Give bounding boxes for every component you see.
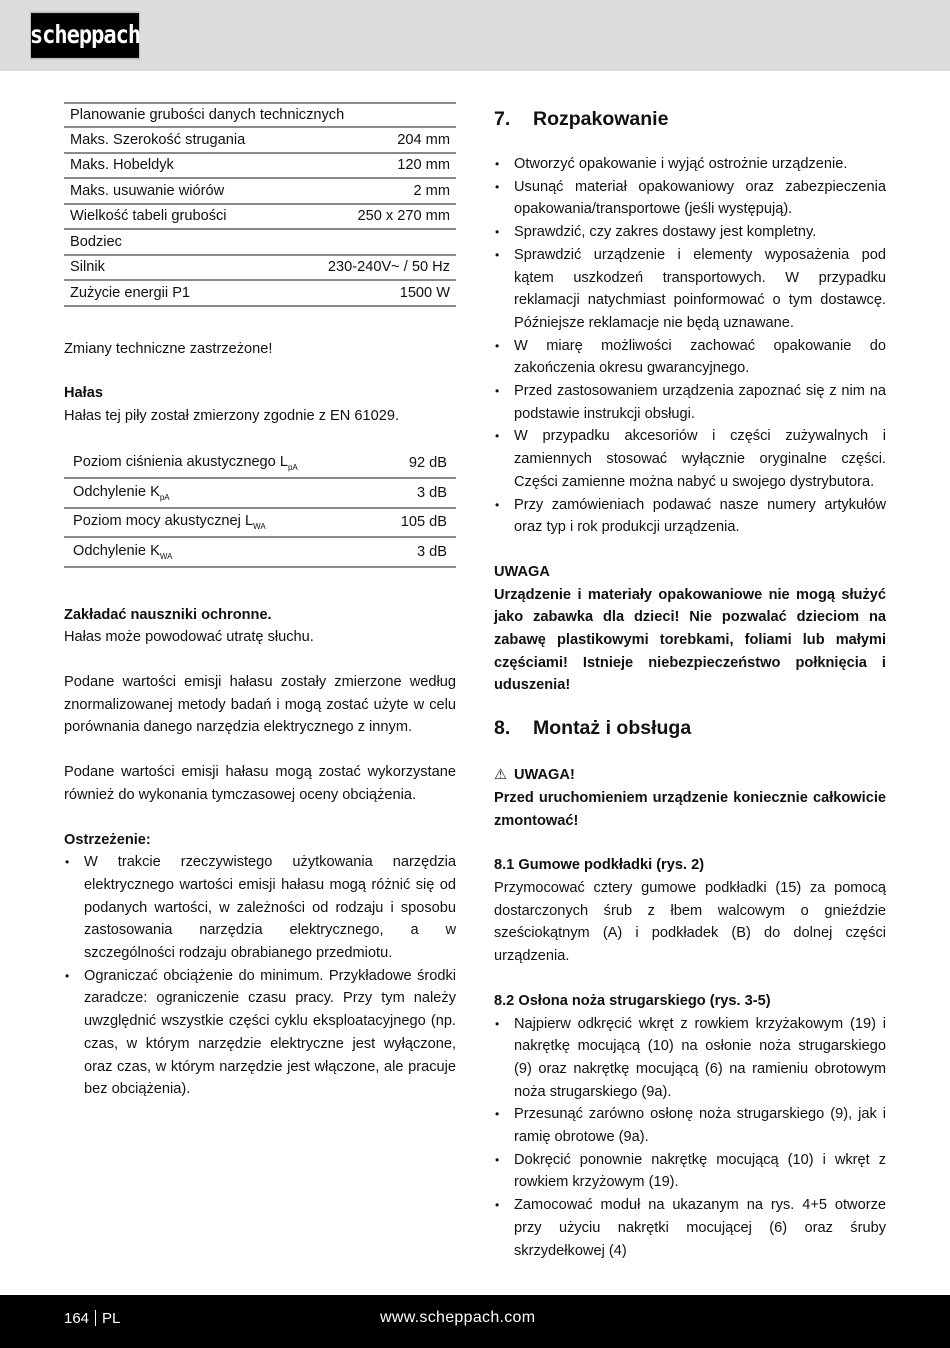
technical-data-table [64, 102, 456, 307]
noise-value: 92 dB [408, 455, 447, 472]
scheppach-logo: scheppach [30, 12, 140, 59]
spec-label: Maks. Hobeldyk [70, 157, 174, 174]
table-row [64, 281, 456, 307]
language-code: PL [102, 1310, 121, 1327]
website-link[interactable]: www.scheppach.com [380, 1309, 536, 1326]
list-item: • Zamocować moduł na ukazanym na rys. 4+5 otworze przy użyciu nakrętki mocującej (6) oraz śruby skrzydełkowej (4) [494, 1194, 886, 1262]
spec-label: Silnik [70, 259, 105, 276]
noise-label [73, 454, 298, 472]
table-row [64, 128, 456, 154]
assembly-warning-heading [494, 764, 886, 787]
separator [95, 1310, 96, 1326]
assembly-warning-text: Przed uruchomieniem urządzenie koniecznie całkowicie zmontować! [494, 789, 886, 829]
noise-table [64, 450, 456, 568]
noise-label [73, 543, 172, 561]
section-8-heading [494, 717, 886, 740]
list-item: • W trakcie rzeczywistego użytkowania narzędzia elektrycznego wartości emisji hałasu mogą różnić się od podanych wartości, w zależności od rodzaju i sposobu zastosowania narzędzia elektrycznego, a w szczególności rodzaju obrabianego przedmiotu. [64, 851, 456, 965]
list-item: • Usunąć materiał opakowaniowy oraz zabezpieczenia opakowania/transportowe (jeśli występują). [494, 176, 886, 221]
blade-guard-list [494, 1013, 886, 1263]
noise-label [73, 484, 170, 502]
section-7-heading [494, 108, 886, 131]
noise-heading: Hałas [64, 385, 103, 402]
list-item: • Sprawdzić, czy zakres dostawy jest kompletny. [494, 221, 886, 244]
list-item: • W przypadku akcesoriów i części zużywalnych i zamiennych stosować wyłącznie oryginalne części. Części zamienne można nabyć u swojego dystrybutora. [494, 425, 886, 493]
page-footer [0, 1295, 950, 1348]
emission-paragraph-1: Podane wartości emisji hałasu zostały zmierzone według znormalizowanej metody badań i mogą zostać użyte w celu porównania danego narzędzia elektrycznego z innym. [64, 674, 456, 736]
section-number: 8. [494, 717, 511, 740]
table-row [64, 479, 456, 509]
spec-label: Zużycie energii P1 [70, 284, 191, 301]
warning-heading: Ostrzeżenie: [64, 831, 151, 848]
subsection-8-2-heading: 8.2 Osłona noża strugarskiego (rys. 3-5) [494, 992, 771, 1009]
warning-list [64, 851, 456, 1101]
noise-value: 3 dB [416, 484, 447, 501]
noise-label-subscript: WA [253, 522, 266, 532]
table-title-row [64, 104, 456, 128]
table-row [64, 538, 456, 568]
spec-value: 1500 W [399, 284, 450, 301]
noise-label-subscript: pA [159, 492, 170, 502]
unpacking-list [494, 153, 886, 539]
page-number-language [64, 1310, 120, 1327]
list-item: • Dokręcić ponownie nakrętkę mocującą (10) i wkręt z rowkiem krzyżowym (19). [494, 1149, 886, 1194]
noise-label-text: Odchylenie K [73, 542, 160, 559]
list-item: • Przesunąć zarówno osłonę noża strugarskiego (9), jak i ramię obrotowe (9a). [494, 1103, 886, 1148]
noise-intro: Hałas tej piły został zmierzony zgodnie z EN 61029. [64, 407, 400, 424]
table-row [64, 256, 456, 282]
spec-value: 230-240V~ / 50 Hz [327, 259, 450, 276]
list-item: • Ograniczać obciążenie do minimum. Przykładowe środki zaradcze: ograniczenie czasu pracy. Przy tym należy uwzględnić wszystkie części cyklu eksploatacyjnego (np. czas, w którym narzędzie elektryczne jest wyłączone, oraz czas, w którym narzędzie jest włączone, ale pracuje bez obciążenia). [64, 965, 456, 1101]
caution-heading: UWAGA [494, 563, 550, 580]
spec-label: Maks. Szerokość strugania [70, 131, 246, 148]
spec-label: Maks. usuwanie wiórów [70, 182, 225, 199]
section-number: 7. [494, 108, 511, 130]
table-row [64, 154, 456, 180]
list-item: • Otworzyć opakowanie i wyjąć ostrożnie urządzenie. [494, 153, 886, 176]
noise-value: 3 dB [416, 543, 447, 560]
ear-protection-heading: Zakładać nauszniki ochronne. [64, 606, 272, 623]
technical-changes-note: Zmiany techniczne zastrzeżone! [64, 340, 273, 357]
noise-label-text: Poziom mocy akustycznej L [73, 513, 254, 530]
subsection-8-1-heading: 8.1 Gumowe podkładki (rys. 2) [494, 857, 705, 874]
ear-protection-text: Hałas może powodować utratę słuchu. [64, 629, 314, 646]
section-title: Montaż i obsługa [533, 717, 692, 740]
spec-value: 250 x 270 mm [357, 208, 450, 225]
warning-label: UWAGA! [514, 767, 575, 784]
noise-value: 105 dB [400, 514, 447, 531]
list-item: • Sprawdzić urządzenie i elementy wyposażenia pod kątem uszkodzeń transportowych. W przypadku reklamacji natychmiast poinformować o tym dostawcę. Późniejsze reklamacje nie będą uznawane. [494, 244, 886, 335]
spec-value: 2 mm [413, 182, 450, 199]
noise-label [73, 513, 266, 531]
table-row [64, 509, 456, 539]
warning-triangle-icon: ⚠ [494, 767, 508, 784]
list-item: • Przy zamówieniach podawać nasze numery artykułów oraz typ i rok produkcji urządzenia. [494, 494, 886, 539]
section-title: Rozpakowanie [533, 108, 669, 130]
table-row [64, 450, 456, 480]
noise-label-text: Poziom ciśnienia akustycznego L [73, 454, 288, 471]
emission-paragraph-2: Podane wartości emisji hałasu mogą zostać wykorzystane również do wykonania tymczasowej oceny obciążenia. [64, 764, 456, 803]
right-column [494, 102, 886, 1262]
spec-value: 204 mm [397, 131, 450, 148]
list-item: • W miarę możliwości zachować opakowanie do zakończenia okresu gwarancyjnego. [494, 335, 886, 380]
list-item: • Najpierw odkręcić wkręt z rowkiem krzyżakowym (19) i nakrętkę mocującą (10) na osłonie noża strugarskiego (9) oraz nakrętkę mocującą (6) na ramieniu obrotowym noża strugarskiego (9a). [494, 1013, 886, 1104]
left-column [64, 102, 456, 1101]
caution-text: Urządzenie i materiały opakowaniowe nie mogą służyć jako zabawka dla dzieci! Nie pozwalać dzieciom na zabawę plastikowymi torebkami, foliami lub małymi częściami! Istnieje niebezpieczeństwo połknięcia i uduszenia! [494, 586, 886, 694]
table-row [64, 205, 456, 231]
spec-label: Bodziec [70, 233, 122, 250]
list-item: • Przed zastosowaniem urządzenia zapoznać się z nim na podstawie instrukcji obsługi. [494, 380, 886, 425]
noise-label-text: Odchylenie K [73, 483, 160, 500]
table-title: Planowanie grubości danych technicznych [70, 107, 345, 123]
table-row [64, 179, 456, 205]
subsection-8-1-text: Przymocować cztery gumowe podkładki (15) za pomocą dostarczonych śrub z łbem walcowym o gnieździe sześciokątnym (A) i podkładek (B) do dolnej części urządzenia. [494, 879, 886, 965]
page-header [0, 0, 950, 71]
noise-label-subscript: pA [287, 463, 298, 473]
noise-label-subscript: WA [159, 551, 173, 561]
spec-label: Wielkość tabeli grubości [70, 208, 227, 225]
spec-value: 120 mm [397, 157, 450, 174]
table-row [64, 230, 456, 256]
page-number: 164 [64, 1310, 90, 1327]
